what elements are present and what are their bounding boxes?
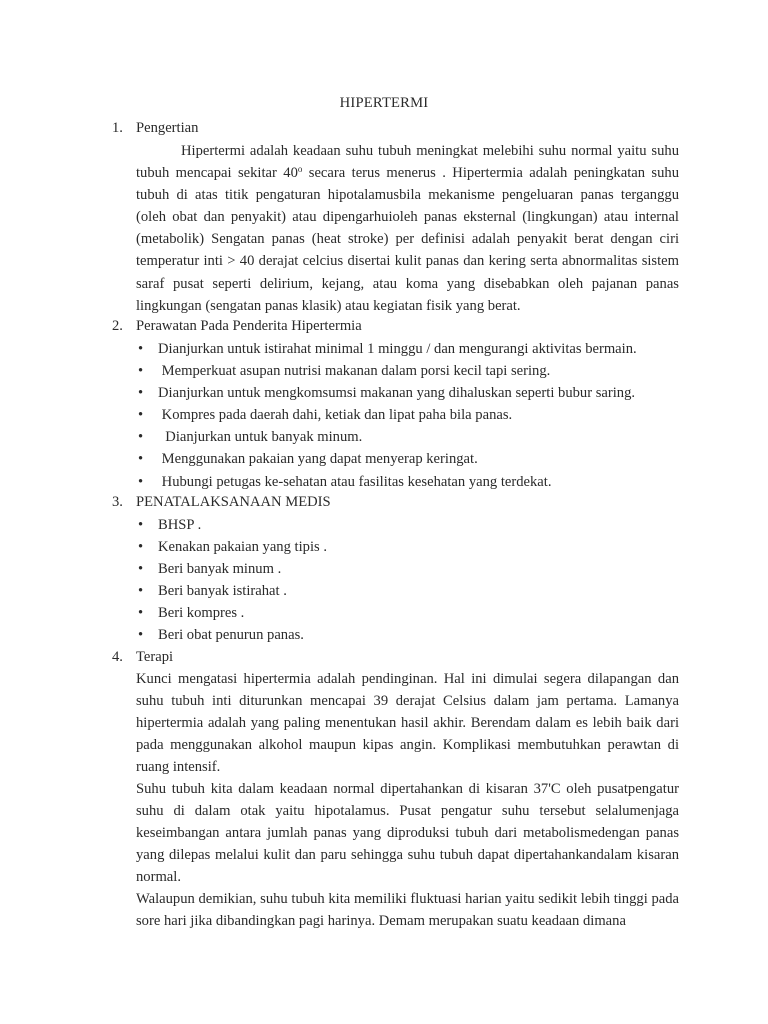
list-item-text: Hubungi petugas ke-sehatan atau fasilitas kesehatan yang terdekat. xyxy=(158,473,552,490)
list-item-text: BHSP . xyxy=(158,517,202,533)
list-item-text: Beri kompres . xyxy=(158,605,245,622)
bullet-icon: • xyxy=(138,583,144,600)
section-number: 2. xyxy=(112,318,123,334)
pengertian-paragraph xyxy=(136,140,679,317)
list-item xyxy=(136,536,327,558)
perawatan-bullet-list xyxy=(136,338,637,493)
bullet-icon: • xyxy=(138,385,144,402)
list-item-text: Beri banyak minum . xyxy=(158,561,282,578)
bullet-icon: • xyxy=(138,539,144,556)
section-title: Pengertian xyxy=(136,120,199,136)
list-item-text: Dianjurkan untuk banyak minum. xyxy=(158,429,363,446)
section-heading-pengertian xyxy=(112,117,198,139)
list-item-text: Menggunakan pakaian yang dapat menyerap keringat. xyxy=(158,451,478,468)
section-title: Perawatan Pada Penderita Hipertermia xyxy=(136,318,362,334)
list-item xyxy=(136,580,327,602)
section-heading-terapi xyxy=(112,646,173,668)
list-item xyxy=(136,471,637,493)
section-heading-perawatan xyxy=(112,315,362,337)
list-item-text: Beri obat penurun panas. xyxy=(158,627,304,644)
list-item xyxy=(136,404,637,426)
section-title: PENATALAKSANAAN MEDIS xyxy=(136,494,331,510)
bullet-icon: • xyxy=(138,407,144,424)
list-item xyxy=(136,448,637,470)
list-item xyxy=(136,338,637,360)
terapi-paragraph-2: Suhu tubuh kita dalam keadaan normal dipertahankan di kisaran 37'C oleh pusatpengatur suhu di dalam otak yaitu hipotalamus. Pusat pengatur suhu tersebut selalumenjaga keseimbangan antara jumlah panas yang diproduksi tubuh dari metabolismedengan panas yang dilepas melalui kulit dan paru sehingga suhu tubuh dapat dipertahankandalam kisaran normal. xyxy=(136,781,679,886)
section-number: 1. xyxy=(112,120,123,136)
bullet-icon: • xyxy=(138,451,144,468)
section-number: 3. xyxy=(112,494,123,510)
bullet-icon: • xyxy=(138,341,144,357)
list-item-text: Beri banyak istirahat . xyxy=(158,583,287,600)
bullet-icon: • xyxy=(138,627,144,644)
list-item xyxy=(136,558,327,580)
bullet-icon: • xyxy=(138,473,144,490)
penatalaksanaan-bullet-list xyxy=(136,514,327,647)
list-item-text: Kompres pada daerah dahi, ketiak dan lipat paha bila panas. xyxy=(158,407,513,424)
bullet-icon: • xyxy=(138,517,144,533)
section-number: 4. xyxy=(112,649,123,665)
document-title: HIPERTERMI xyxy=(339,95,429,111)
list-item xyxy=(136,624,327,646)
paragraph-text: secara terus menerus . Hipertermia adalah peningkatan suhu tubuh di atas titik pengaturan hipotalamusbila mekanisme pengeluaran panas terganggu (oleh obat dan penyakit) atau dipengarhuioleh panas eksternal (lingkungan) atau internal (metabolik) Sengatan panas (heat stroke) per definisi adalah penyakit berat dengan ciri temperatur inti > 40 derajat celcius disertai kulit panas dan kering serta abnormalitas sistem saraf pusat seperti delirium, kejang, atau koma yang disebabkan oleh pajanan panas lingkungan (sengatan panas klasik) atau kegiatan fisik yang berat. xyxy=(136,165,680,314)
section-heading-penatalaksanaan xyxy=(112,491,331,513)
terapi-paragraph-3: Walaupun demikian, suhu tubuh kita memiliki fluktuasi harian yaitu sedikit lebih tinggi pada sore hari jika dibandingkan pagi harinya. Demam merupakan suatu keadaan dimana xyxy=(136,891,679,930)
paragraph-text: Hipertermi adalah keadaan suhu tubuh meningkat melebihi suhu normal yaitu suhu tubuh mencapai sekitar 40 xyxy=(136,143,679,182)
list-item xyxy=(136,514,327,536)
list-item xyxy=(136,360,637,382)
list-item xyxy=(136,382,637,404)
list-item xyxy=(136,426,637,448)
list-item-text: Memperkuat asupan nutrisi makanan dalam porsi kecil tapi sering. xyxy=(158,363,551,380)
section-title: Terapi xyxy=(136,649,174,665)
bullet-icon: • xyxy=(138,429,144,446)
list-item-text: Kenakan pakaian yang tipis . xyxy=(158,539,327,556)
terapi-paragraph-1: Kunci mengatasi hipertermia adalah pendinginan. Hal ini dimulai segera dilapangan dan suhu tubuh inti diturunkan mencapai 39 derajat Celsius dalam jam pertama. Lamanya hipertermia adalah yang paling menentukan hasil akhir. Berendam dalam es lebih baik dari pada menggunakan alkohol maupun kipas angin. Komplikasi membutuhkan perawtan di ruang intensif. xyxy=(136,671,679,776)
bullet-icon: • xyxy=(138,605,144,622)
degree-superscript: o xyxy=(297,164,303,175)
list-item-text: Dianjurkan untuk istirahat minimal 1 minggu / dan mengurangi aktivitas bermain. xyxy=(158,341,637,357)
bullet-icon: • xyxy=(138,561,144,578)
list-item xyxy=(136,602,327,624)
bullet-icon: • xyxy=(138,363,144,380)
list-item-text: Dianjurkan untuk mengkomsumsi makanan yang dihaluskan seperti bubur saring. xyxy=(158,385,636,402)
